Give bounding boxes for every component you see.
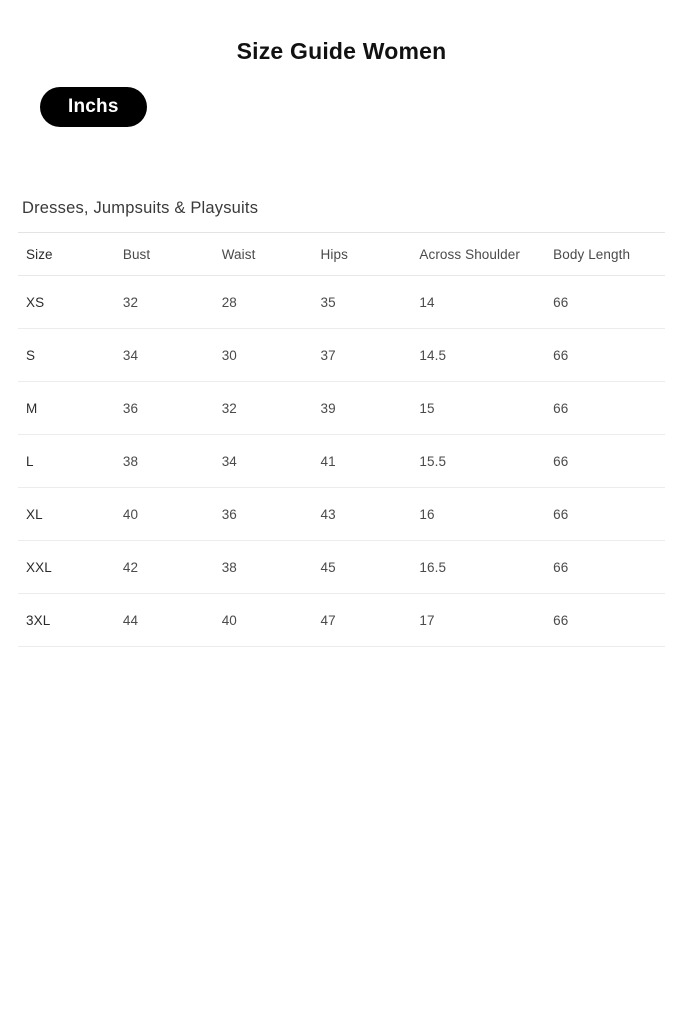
cell-across-shoulder: 16.5 (413, 541, 539, 594)
column-header-hips: Hips (315, 233, 414, 276)
cell-size: XS (18, 276, 117, 329)
column-header-across-shoulder: Across Shoulder (413, 233, 539, 276)
cell-body-length: 66 (539, 488, 665, 541)
cell-size: XL (18, 488, 117, 541)
unit-toggle-inches-button[interactable]: Inchs (40, 87, 147, 127)
cell-across-shoulder: 17 (413, 594, 539, 647)
dresses-section (0, 199, 683, 647)
cell-across-shoulder: 15.5 (413, 435, 539, 488)
cell-waist: 34 (216, 435, 315, 488)
cell-hips: 35 (315, 276, 414, 329)
cell-bust: 38 (117, 435, 216, 488)
column-header-waist: Waist (216, 233, 315, 276)
cell-size: XXL (18, 541, 117, 594)
table-row (18, 276, 665, 329)
cell-across-shoulder: 16 (413, 488, 539, 541)
table-header-row (18, 233, 665, 276)
column-header-size: Size (18, 233, 117, 276)
cell-bust: 40 (117, 488, 216, 541)
page-title: Size Guide Women (236, 38, 447, 64)
cell-body-length: 66 (539, 329, 665, 382)
table-row (18, 594, 665, 647)
cell-size: 3XL (18, 594, 117, 647)
cell-hips: 41 (315, 435, 414, 488)
cell-size: L (18, 435, 117, 488)
table-header (18, 233, 665, 276)
column-header-body-length: Body Length (539, 233, 665, 276)
cell-waist: 38 (216, 541, 315, 594)
table-row (18, 435, 665, 488)
cell-bust: 42 (117, 541, 216, 594)
cell-hips: 37 (315, 329, 414, 382)
table-row (18, 329, 665, 382)
cell-waist: 32 (216, 382, 315, 435)
table-row (18, 382, 665, 435)
cell-hips: 39 (315, 382, 414, 435)
cell-bust: 34 (117, 329, 216, 382)
cell-hips: 45 (315, 541, 414, 594)
cell-across-shoulder: 14.5 (413, 329, 539, 382)
cell-bust: 44 (117, 594, 216, 647)
cell-hips: 47 (315, 594, 414, 647)
cell-across-shoulder: 15 (413, 382, 539, 435)
cell-body-length: 66 (539, 435, 665, 488)
cell-body-length: 66 (539, 541, 665, 594)
cell-body-length: 66 (539, 276, 665, 329)
section-title: Dresses, Jumpsuits & Playsuits (22, 199, 259, 217)
table-row (18, 541, 665, 594)
table-body (18, 276, 665, 647)
cell-across-shoulder: 14 (413, 276, 539, 329)
unit-toggle-row (0, 65, 683, 127)
cell-bust: 36 (117, 382, 216, 435)
cell-body-length: 66 (539, 594, 665, 647)
cell-waist: 28 (216, 276, 315, 329)
cell-waist: 30 (216, 329, 315, 382)
cell-bust: 32 (117, 276, 216, 329)
cell-waist: 36 (216, 488, 315, 541)
cell-waist: 40 (216, 594, 315, 647)
column-header-bust: Bust (117, 233, 216, 276)
table-row (18, 488, 665, 541)
cell-hips: 43 (315, 488, 414, 541)
cell-size: S (18, 329, 117, 382)
cell-size: M (18, 382, 117, 435)
size-table (18, 232, 665, 647)
cell-body-length: 66 (539, 382, 665, 435)
